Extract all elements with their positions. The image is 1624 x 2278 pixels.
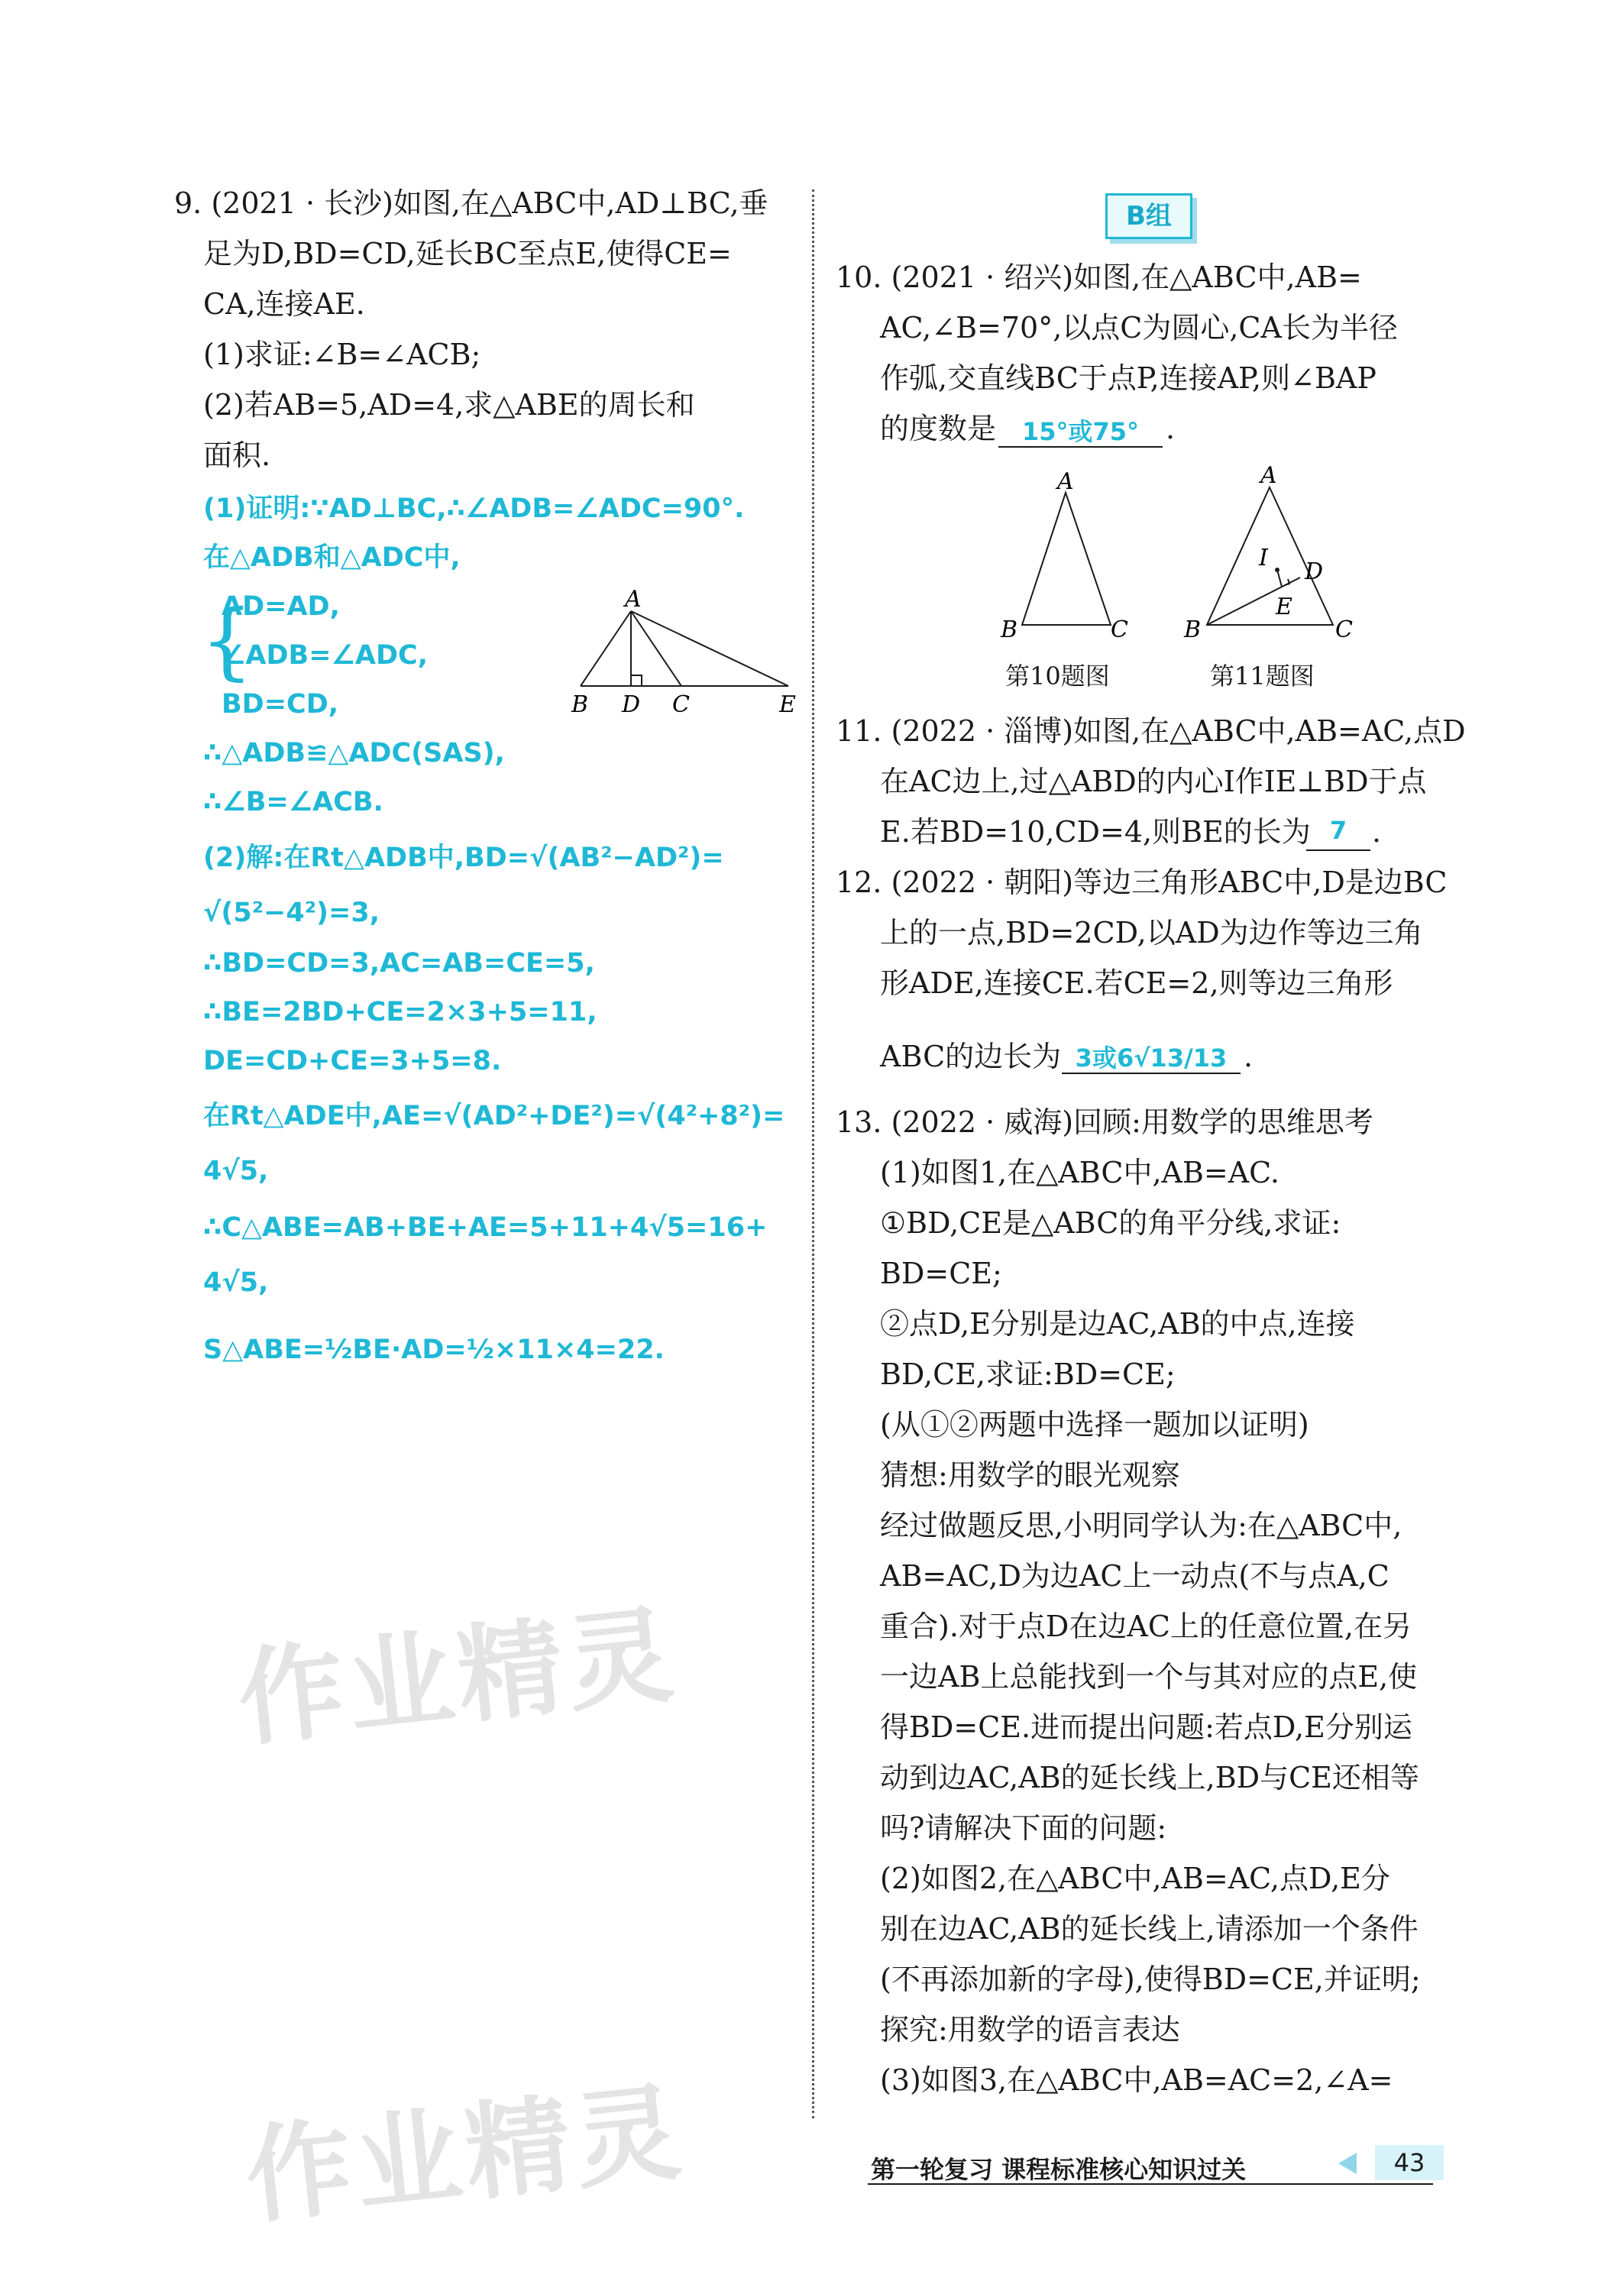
fig10-label-C: C (1111, 616, 1128, 642)
fig10-label-A: A (1057, 468, 1074, 495)
solution-line: 在△ADB和△ADC中, (203, 542, 461, 573)
solution-line: √(5²−4²)=3, (203, 898, 380, 928)
watermark: 作业精灵 (232, 1593, 684, 1762)
q13-line: (不再添加新的字母),使得BD=CE,并证明; (880, 1963, 1421, 1996)
q13-line: 动到边AC,AB的延长线上,BD与CE还相等 (880, 1761, 1419, 1794)
q13-line: 一边AB上总能找到一个与其对应的点E,使 (880, 1660, 1418, 1694)
fig11-label-B: B (1184, 616, 1202, 643)
q12-line: 上的一点,BD=2CD,以AD为边作等边三角 (880, 916, 1423, 950)
q13-line: 13. (2022 · 威海)回顾:用数学的思维思考 (836, 1105, 1373, 1139)
fig10 (993, 466, 1146, 642)
watermark: 作业精灵 (240, 2070, 691, 2239)
q13-line: 经过做题反思,小明同学认为:在△ABC中, (880, 1509, 1402, 1542)
solution-line: (2)解:在Rt△ADB中,BD=√(AB²−AD²)= (203, 843, 724, 873)
solution-line: ∴△ADB≌△ADC(SAS), (203, 738, 505, 769)
fig11-label-D: D (1305, 558, 1324, 585)
fig11 (1176, 457, 1375, 644)
q13-line: BD,CE,求证:BD=CE; (880, 1357, 1176, 1391)
q11-line: 11. (2022 · 淄博)如图,在△ABC中,AB=AC,点D (836, 714, 1466, 748)
solution-line: S△ABE=½BE·AD=½×11×4=22. (203, 1335, 665, 1365)
column-divider (812, 189, 814, 2118)
q13-line: (3)如图3,在△ABC中,AB=AC=2,∠A= (880, 2063, 1393, 2097)
q12-answer: 3或6√13/13 (1075, 1044, 1228, 1073)
fig11-label-I: I (1259, 545, 1268, 571)
label-A: A (625, 588, 642, 613)
q12-end: . (1244, 1040, 1254, 1073)
q13-line: ①BD,CE是△ABC的角平分线,求证: (880, 1206, 1341, 1240)
q10-line: 的度数是 (880, 412, 997, 445)
solution-line: 在Rt△ADE中,AE=√(AD²+DE²)=√(4²+8²)= (203, 1101, 785, 1131)
q10-line: 作弧,交直线BC于点P,连接AP,则∠BAP (880, 361, 1377, 395)
footer-arrow-icon (1338, 2153, 1357, 2174)
solution-line: ∴BD=CD=3,AC=AB=CE=5, (203, 948, 595, 979)
q13-line: (1)如图1,在△ABC中,AB=AC. (880, 1156, 1279, 1189)
footer-title: 第一轮复习 课程标准核心知识过关 (871, 2155, 1247, 2184)
q13-line: 猜想:用数学的眼光观察 (880, 1458, 1180, 1492)
q11-answer: 7 (1329, 816, 1347, 845)
label-D: D (622, 691, 641, 718)
footer-underline (868, 2183, 1433, 2185)
solution-line: AD=AD, (222, 591, 340, 622)
solution-line: ∠ADB=∠ADC, (222, 640, 429, 671)
fig11-label-A: A (1260, 462, 1277, 489)
q9-line: 足为D,BD=CD,延长BC至点E,使得CE= (203, 237, 732, 270)
solution-line: BD=CD, (222, 689, 339, 720)
q13-line: 别在边AC,AB的延长线上,请添加一个条件 (880, 1912, 1419, 1946)
q12-line: 形ADE,连接CE.若CE=2,则等边三角形 (880, 966, 1393, 1000)
q9-line: 面积. (203, 438, 271, 472)
fig11-caption: 第11题图 (1210, 662, 1315, 691)
q13-line: BD=CE; (880, 1257, 1002, 1290)
solution-line: 4√5, (203, 1267, 269, 1298)
q9-line: (2)若AB=5,AD=4,求△ABE的周长和 (203, 388, 695, 422)
fig11-label-E: E (1276, 594, 1292, 620)
q12-answer-blank (1062, 1039, 1241, 1074)
q11-end: . (1372, 815, 1382, 849)
fig10-caption: 第10题图 (1005, 662, 1110, 691)
q13-line: (从①②两题中选择一题加以证明) (880, 1408, 1309, 1442)
solution-line: (1)证明:∵AD⊥BC,∴∠ADB=∠ADC=90°. (203, 493, 745, 524)
label-E: E (779, 691, 796, 718)
q9-line: 9. (2021 · 长沙)如图,在△ABC中,AD⊥BC,垂 (174, 186, 768, 220)
solution-line: ∴BE=2BD+CE=2×3+5=11, (203, 997, 597, 1027)
fig10-label-B: B (1001, 616, 1018, 642)
q11-line: 在AC边上,过△ABD的内心I作IE⊥BD于点 (880, 765, 1427, 798)
q9-figure (565, 588, 810, 718)
page-number: 43 (1375, 2145, 1444, 2180)
q13-line: 重合).对于点D在边AC上的任意位置,在另 (880, 1610, 1412, 1643)
q13-line: (2)如图2,在△ABC中,AB=AC,点D,E分 (880, 1862, 1390, 1895)
q13-line: AB=AC,D为边AC上一动点(不与点A,C (880, 1559, 1389, 1593)
label-C: C (672, 691, 690, 718)
q13-line: 得BD=CE.进而提出问题:若点D,E分别运 (880, 1710, 1412, 1744)
solution-line: DE=CD+CE=3+5=8. (203, 1046, 502, 1076)
solution-line: ∴∠B=∠ACB. (203, 787, 383, 817)
q9-line: (1)求证:∠B=∠ACB; (203, 338, 481, 371)
solution-line: 4√5, (203, 1156, 269, 1186)
q10-line: 10. (2021 · 绍兴)如图,在△ABC中,AB= (836, 260, 1362, 294)
fig11-label-C: C (1335, 616, 1353, 643)
group-b-badge: B组 (1105, 193, 1192, 239)
q12-line: 12. (2022 · 朝阳)等边三角形ABC中,D是边BC (836, 866, 1448, 899)
solution-line: ∴C△ABE=AB+BE+AE=5+11+4√5=16+ (203, 1212, 768, 1243)
q13-line: ②点D,E分别是边AC,AB的中点,连接 (880, 1307, 1355, 1341)
q10-answer-blank (998, 413, 1163, 448)
q12-line: ABC的边长为 (880, 1040, 1062, 1073)
q13-line: 探究:用数学的语言表达 (880, 2013, 1180, 2047)
q11-line: E.若BD=10,CD=4,则BE的长为 (880, 815, 1311, 849)
label-B: B (571, 691, 589, 718)
q10-end: . (1166, 412, 1176, 445)
q9-line: CA,连接AE. (203, 287, 365, 321)
q10-line: AC,∠B=70°,以点C为圆心,CA长为半径 (880, 311, 1398, 345)
q13-line: 吗?请解决下面的问题: (880, 1811, 1167, 1845)
brace: { (200, 591, 254, 689)
q10-answer: 15°或75° (1021, 417, 1140, 446)
q11-answer-blank (1306, 816, 1370, 851)
